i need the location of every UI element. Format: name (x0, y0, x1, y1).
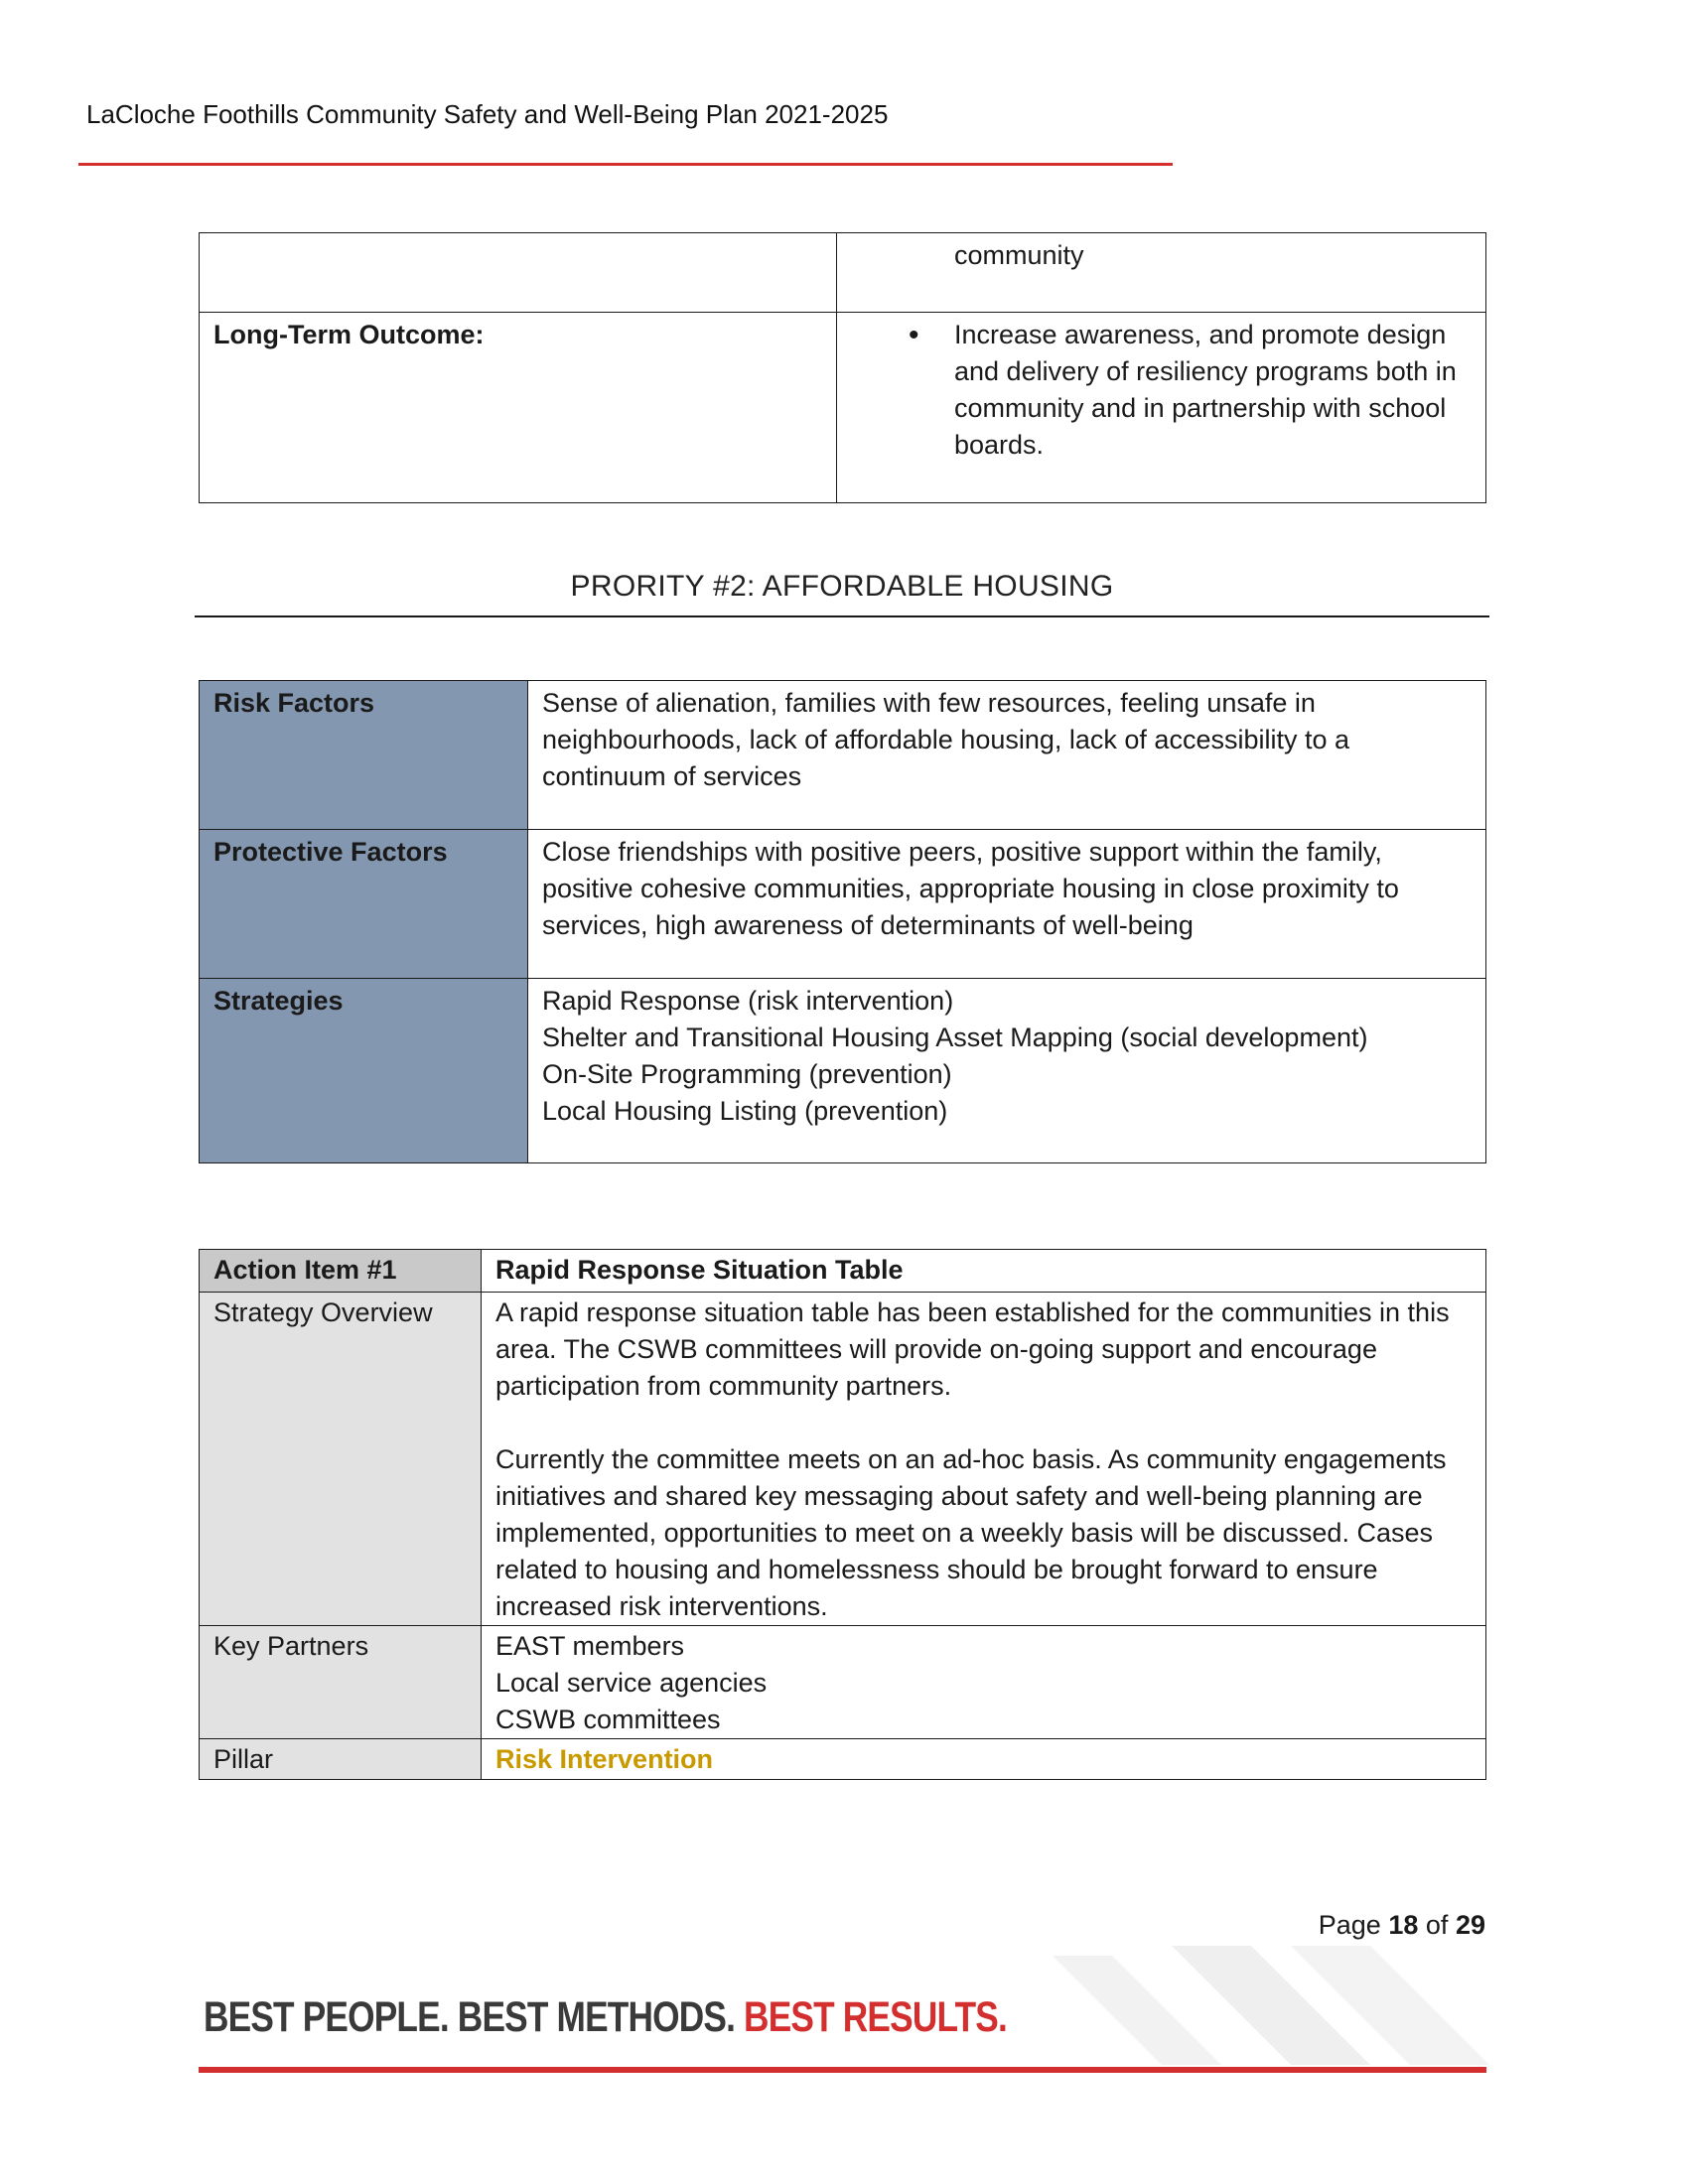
list-item: • Increase awareness, and promote design and delivery of resiliency programs both in community and in partnership with school boards. (851, 317, 1474, 464)
protective-factors-label: Protective Factors (200, 830, 528, 979)
overview-paragraph-1: A rapid response situation table has been established for the communities in this area. The CSWB committees will provide on-going support and encourage participation from community partners. (495, 1297, 1450, 1401)
list-item: Local service agencies (495, 1668, 768, 1698)
table-row (200, 1293, 1486, 1626)
strategy-overview-value (482, 1293, 1486, 1626)
list-item: On-Site Programming (prevention) (542, 1059, 952, 1089)
list-item: CSWB committees (495, 1705, 721, 1734)
action-item-table (199, 1249, 1486, 1780)
table-row (200, 681, 1486, 830)
section-title: PRORITY #2: AFFORDABLE HOUSING (570, 570, 1114, 603)
table-row (200, 313, 1486, 503)
table-row (200, 830, 1486, 979)
footer-divider (199, 2067, 1486, 2073)
pillar-label: Pillar (200, 1739, 482, 1780)
table-cell-label (200, 233, 837, 313)
brand-slogan-accent: BEST RESULTS. (744, 1993, 1007, 2041)
header-divider (78, 163, 1173, 166)
factors-table (199, 680, 1486, 1163)
protective-factors-value: Close friendships with positive peers, positive support within the family, positive cohesive communities, appropriate housing in close proximity to services, high awareness of determinants of well-being (528, 830, 1486, 979)
strategies-value (528, 979, 1486, 1163)
table-cell-value: community (837, 233, 1486, 313)
risk-factors-label: Risk Factors (200, 681, 528, 830)
long-term-outcome-label: Long-Term Outcome: (200, 313, 837, 503)
key-partners-label: Key Partners (200, 1626, 482, 1739)
outcome-table (199, 232, 1486, 503)
action-item-title: Rapid Response Situation Table (482, 1250, 1486, 1293)
strategy-overview-label: Strategy Overview (200, 1293, 482, 1626)
table-row (200, 1626, 1486, 1739)
page-current: 18 (1388, 1910, 1419, 1940)
document-header-title: LaCloche Foothills Community Safety and Well-Being Plan 2021-2025 (86, 99, 889, 129)
table-row (200, 979, 1486, 1163)
action-item-label: Action Item #1 (200, 1250, 482, 1293)
list-item: Rapid Response (risk intervention) (542, 986, 954, 1016)
strategies-label: Strategies (200, 979, 528, 1163)
key-partners-value (482, 1626, 1486, 1739)
section-divider (195, 615, 1489, 617)
table-row (200, 1250, 1486, 1293)
brand-slogan-main: BEST PEOPLE. BEST METHODS. (204, 1993, 736, 2041)
list-item: Local Housing Listing (prevention) (542, 1096, 948, 1126)
brand-slogan (204, 1993, 1007, 2042)
page-prefix: Page (1318, 1910, 1381, 1940)
overview-paragraph-2: Currently the committee meets on an ad-hoc basis. As community engagements initiatives and shared key messaging about safety and well-being planning are implemented, opportunities to meet on a weekly basis will be discussed. Cases related to housing and homelessness should be brought forward to ensure increased risk interventions. (495, 1444, 1447, 1621)
footer-stripes-decoration (1053, 1946, 1509, 2065)
list-item: Shelter and Transitional Housing Asset Mapping (social development) (542, 1023, 1368, 1052)
pillar-value: Risk Intervention (482, 1739, 1486, 1780)
page-of: of (1425, 1910, 1449, 1940)
list-item: EAST members (495, 1631, 685, 1661)
page-number (1319, 1910, 1485, 1941)
table-row (200, 233, 1486, 313)
table-row (200, 1739, 1486, 1780)
risk-factors-value: Sense of alienation, families with few resources, feeling unsafe in neighbourhoods, lack of affordable housing, lack of accessibility to a continuum of services (528, 681, 1486, 830)
page-total: 29 (1455, 1910, 1485, 1940)
long-term-outcome-value (837, 313, 1486, 503)
